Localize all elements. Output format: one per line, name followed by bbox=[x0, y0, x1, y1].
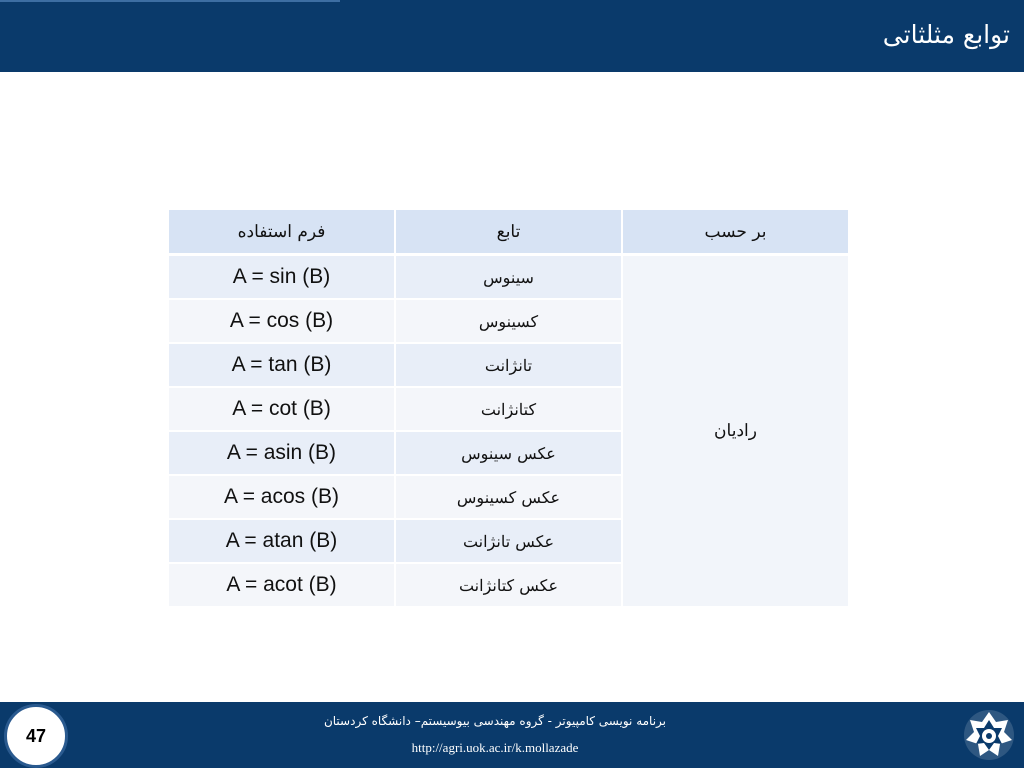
usage-cell: A = tan (B) bbox=[168, 343, 395, 387]
function-cell: کسینوس bbox=[395, 299, 622, 343]
university-logo-icon bbox=[962, 708, 1016, 762]
usage-cell: A = acos (B) bbox=[168, 475, 395, 519]
slide-title: توابع مثلثاتی bbox=[882, 20, 1010, 49]
function-cell: کتانژانت bbox=[395, 387, 622, 431]
function-cell: عکس سینوس bbox=[395, 431, 622, 475]
usage-cell: A = atan (B) bbox=[168, 519, 395, 563]
usage-cell: A = asin (B) bbox=[168, 431, 395, 475]
usage-cell: A = sin (B) bbox=[168, 255, 395, 300]
usage-cell: A = acot (B) bbox=[168, 563, 395, 607]
header-usage: فرم استفاده bbox=[168, 210, 395, 255]
function-cell: تانژانت bbox=[395, 343, 622, 387]
header-unit: بر حسب bbox=[622, 210, 849, 255]
header-function: تابع bbox=[395, 210, 622, 255]
function-cell: عکس تانژانت bbox=[395, 519, 622, 563]
usage-cell: A = cot (B) bbox=[168, 387, 395, 431]
table-row bbox=[168, 255, 849, 300]
footer-bar bbox=[0, 702, 1024, 768]
trig-functions-table bbox=[167, 210, 850, 608]
function-cell: عکس کتانژانت bbox=[395, 563, 622, 607]
function-cell: سینوس bbox=[395, 255, 622, 300]
footer-url[interactable]: http://agri.uok.ac.ir/k.mollazade bbox=[411, 740, 579, 755]
unit-cell: رادیان bbox=[622, 255, 849, 608]
usage-cell: A = cos (B) bbox=[168, 299, 395, 343]
header-bar bbox=[0, 0, 1024, 72]
function-cell: عکس کسینوس bbox=[395, 475, 622, 519]
footer-course-text: برنامه نویسی کامپیوتر - گروه مهندسی بیوسیستم– دانشگاه کردستان bbox=[323, 714, 667, 728]
page-number-badge: 47 bbox=[4, 704, 68, 768]
table-header-row bbox=[168, 210, 849, 255]
header-accent-line bbox=[0, 0, 340, 2]
